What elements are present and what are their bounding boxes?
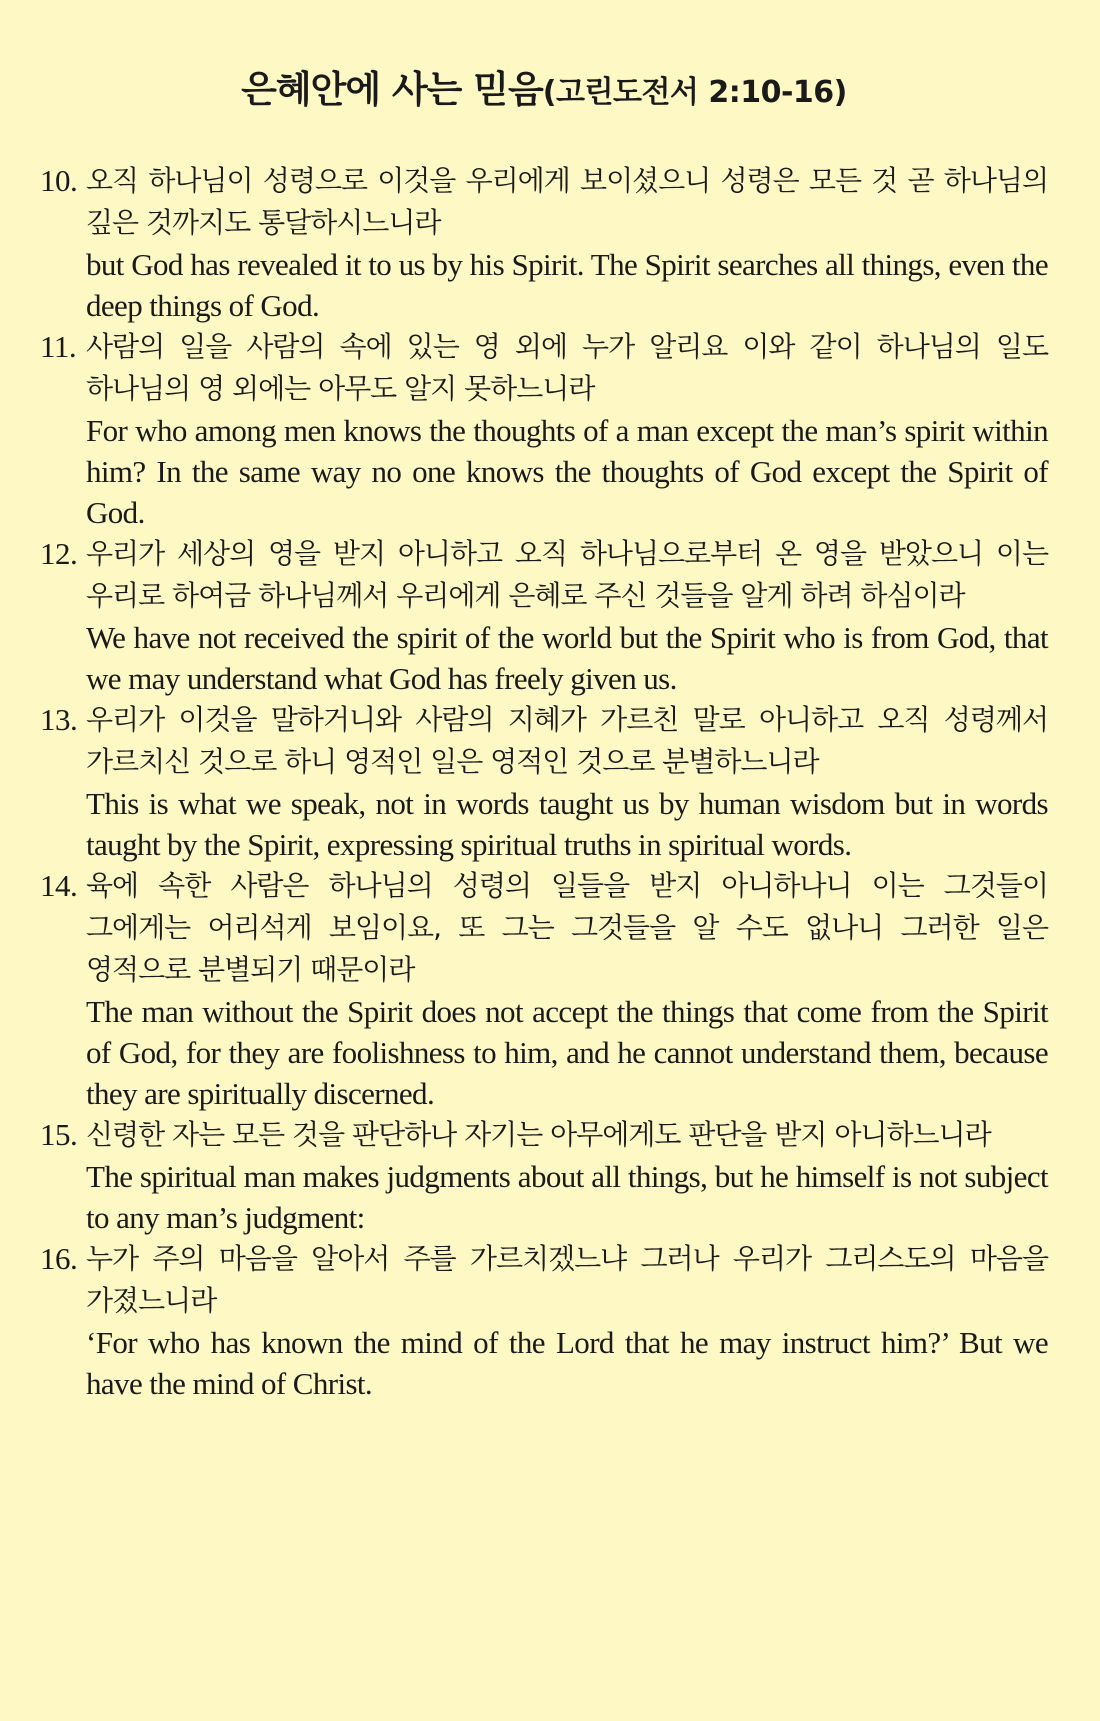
verse-english-text: The spiritual man makes judgments about all things, but he himself is not subject to any man’s judgment: bbox=[86, 1159, 1048, 1235]
verse-korean-text: 신령한 자는 모든 것을 판단하나 자기는 아무에게도 판단을 받지 아니하느니라 bbox=[86, 1118, 991, 1151]
verse-12 bbox=[40, 533, 1048, 699]
title-reference: (고린도전서 2:10-16) bbox=[542, 75, 847, 110]
verse-body bbox=[84, 533, 1048, 699]
verse-number: 10. bbox=[40, 163, 78, 198]
verse-number: 11. bbox=[40, 329, 77, 364]
verse-list bbox=[40, 160, 1048, 1404]
verse-korean-text: 육에 속한 사람은 하나님의 성령의 일들을 받지 아니하나니 이는 그것들이 그에게는 어리석게 보임이요, 또 그는 그것들을 알 수도 없나니 그러한 일은 영적으로 분별되기 때문이라 bbox=[86, 869, 1048, 986]
verse-body bbox=[84, 326, 1048, 533]
verse-english-text: ‘For who has known the mind of the Lord that he may instruct him?’ But we have the mind of Christ. bbox=[86, 1325, 1048, 1401]
verse-korean-text: 누가 주의 마음을 알아서 주를 가르치겠느냐 그러나 우리가 그리스도의 마음을 가졌느니라 bbox=[86, 1242, 1048, 1317]
verse-number: 13. bbox=[40, 702, 78, 737]
verse-number: 16. bbox=[40, 1241, 78, 1276]
verse-body bbox=[84, 699, 1048, 865]
verse-body bbox=[84, 1114, 1048, 1238]
verse-number: 14. bbox=[40, 868, 78, 903]
verse-english-text: This is what we speak, not in words taught us by human wisdom but in words taught by the Spirit, expressing spiritual truths in spiritual words. bbox=[86, 786, 1048, 862]
verse-15 bbox=[40, 1114, 1048, 1238]
verse-korean-text: 우리가 이것을 말하거니와 사람의 지혜가 가르친 말로 아니하고 오직 성령께서 가르치신 것으로 하니 영적인 일은 영적인 것으로 분별하느니라 bbox=[86, 703, 1048, 778]
verse-english-text: We have not received the spirit of the world but the Spirit who is from God, that we may understand what God has freely given us. bbox=[86, 620, 1048, 696]
verse-english-text: but God has revealed it to us by his Spirit. The Spirit searches all things, even the deep things of God. bbox=[86, 247, 1048, 323]
verse-body bbox=[84, 865, 1048, 1114]
verse-korean-text: 오직 하나님이 성령으로 이것을 우리에게 보이셨으니 성령은 모든 것 곧 하나님의 깊은 것까지도 통달하시느니라 bbox=[86, 164, 1048, 239]
verse-16 bbox=[40, 1238, 1048, 1404]
verse-korean-text: 우리가 세상의 영을 받지 아니하고 오직 하나님으로부터 온 영을 받았으니 이는 우리로 하여금 하나님께서 우리에게 은혜로 주신 것들을 알게 하려 하심이라 bbox=[86, 537, 1048, 612]
verse-number: 12. bbox=[40, 536, 78, 571]
verse-english-text: The man without the Spirit does not accept the things that come from the Spirit of God, for they are foolishness to him, and he cannot understand them, because they are spiritually discerned. bbox=[86, 994, 1048, 1111]
verse-10 bbox=[40, 160, 1048, 326]
page-title bbox=[40, 0, 1048, 118]
title-main: 은혜안에 사는 믿음 bbox=[241, 68, 543, 111]
verse-body bbox=[84, 160, 1048, 326]
verse-body bbox=[84, 1238, 1048, 1404]
verse-number: 15. bbox=[40, 1117, 78, 1152]
verse-english-text: For who among men knows the thoughts of a man except the man’s spirit within him? In the same way no one knows the thoughts of God except the Spirit of God. bbox=[86, 413, 1048, 530]
verse-korean-text: 사람의 일을 사람의 속에 있는 영 외에 누가 알리요 이와 같이 하나님의 일도 하나님의 영 외에는 아무도 알지 못하느니라 bbox=[86, 330, 1048, 405]
verse-11 bbox=[40, 326, 1048, 533]
verse-14 bbox=[40, 865, 1048, 1114]
verse-13 bbox=[40, 699, 1048, 865]
